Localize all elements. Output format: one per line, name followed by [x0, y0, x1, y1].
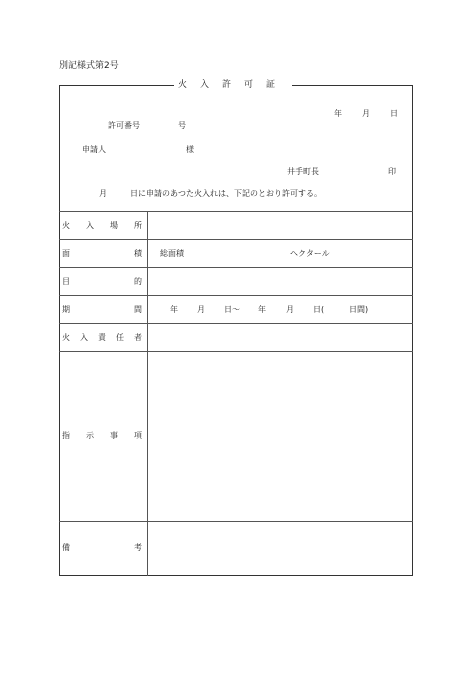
row-divider — [59, 211, 413, 212]
statement-month: 月 — [99, 189, 107, 198]
row-label-purpose: 目 的 — [62, 277, 142, 286]
area-unit: ヘクタール — [290, 249, 330, 258]
row-label-instructions: 指 示 事 項 — [62, 431, 142, 440]
row-divider — [59, 351, 413, 352]
row-label-period: 期 間 — [62, 305, 142, 314]
permit-number-suffix: 号 — [178, 121, 186, 130]
applicant-label: 申請人 — [82, 145, 106, 154]
permit-number-label: 許可番号 — [108, 121, 140, 130]
date-year-label: 年 — [334, 109, 342, 118]
row-label-remarks: 備 考 — [62, 543, 142, 552]
period-end-month: 月 — [286, 305, 294, 314]
period-end-day: 日( — [313, 305, 325, 314]
row-divider — [59, 295, 413, 296]
row-divider — [59, 239, 413, 240]
period-start-day: 日〜 — [224, 305, 240, 314]
period-days: 日間) — [349, 305, 369, 314]
row-label-responsible-person: 火 入 責 任 者 — [62, 333, 142, 342]
permit-form-frame — [59, 85, 413, 576]
date-month-label: 月 — [362, 109, 370, 118]
column-divider — [147, 211, 148, 576]
applicant-suffix: 様 — [186, 145, 194, 154]
period-start-year: 年 — [170, 305, 178, 314]
seal-mark: 印 — [388, 167, 396, 176]
row-divider — [59, 323, 413, 324]
form-number: 別記様式第2号 — [59, 61, 119, 71]
row-divider — [59, 521, 413, 522]
row-label-area: 面 積 — [62, 249, 142, 258]
row-divider — [59, 267, 413, 268]
issuer-name: 井手町長 — [287, 167, 319, 176]
statement-text: 日に申請のあつた火入れは、下記のとおり許可する。 — [130, 189, 322, 198]
date-day-label: 日 — [390, 109, 398, 118]
total-area-label: 総面積 — [160, 249, 184, 258]
period-end-year: 年 — [258, 305, 266, 314]
row-label-location: 火 入 場 所 — [62, 221, 142, 230]
period-start-month: 月 — [197, 305, 205, 314]
form-title: 火入許可証 — [174, 79, 292, 91]
